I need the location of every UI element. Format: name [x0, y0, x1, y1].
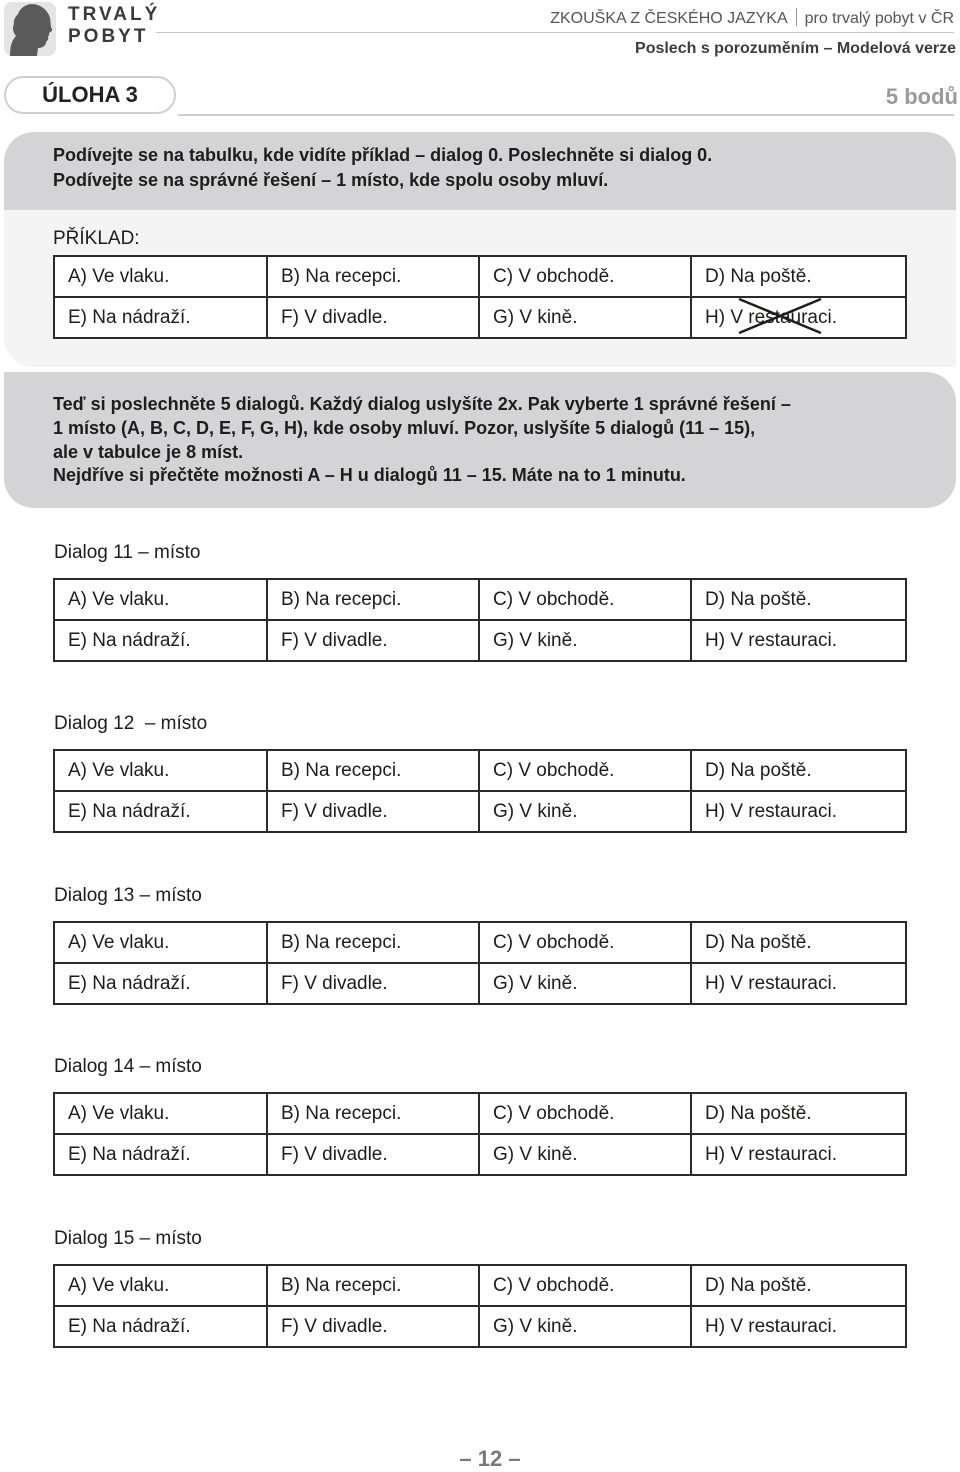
- option-cell[interactable]: A) Ve vlaku.: [54, 579, 267, 620]
- dialog-options-table: [53, 1264, 907, 1348]
- option-cell[interactable]: F) V divadle.: [267, 1306, 479, 1347]
- dialog-label: Dialog 12 – místo: [54, 713, 208, 734]
- option-cell[interactable]: H) V restauraci.: [691, 1306, 906, 1347]
- option-cell[interactable]: H) V restauraci.: [691, 1134, 906, 1175]
- page-number: – 12 –: [459, 1446, 521, 1471]
- logo-line-2: POBYT: [68, 26, 149, 47]
- option-cell: A) Ve vlaku.: [54, 256, 267, 297]
- option-cell[interactable]: A) Ve vlaku.: [54, 1265, 267, 1306]
- instruction-line: Podívejte se na tabulku, kde vidíte příklad – dialog 0. Poslechněte si dialog 0.: [53, 145, 713, 165]
- task-points: 5 bodů: [885, 84, 958, 109]
- option-cell[interactable]: F) V divadle.: [267, 620, 479, 661]
- option-cell[interactable]: E) Na nádraží.: [54, 1306, 267, 1347]
- option-cell-selected: [691, 297, 906, 338]
- option-cell[interactable]: F) V divadle.: [267, 963, 479, 1004]
- option-cell[interactable]: D) Na poště.: [691, 1265, 906, 1306]
- option-cell[interactable]: F) V divadle.: [267, 1134, 479, 1175]
- dialog-options-table: [53, 578, 907, 662]
- dialog-options-table: [53, 749, 907, 833]
- option-cell[interactable]: A) Ve vlaku.: [54, 922, 267, 963]
- section-title: Poslech s porozuměním – Modelová verze: [635, 40, 956, 57]
- task-rule: [178, 114, 954, 116]
- dialog-label: Dialog 14 – místo: [54, 1056, 202, 1077]
- option-cell[interactable]: G) V kině.: [479, 1306, 691, 1347]
- option-cell[interactable]: H) V restauraci.: [691, 620, 906, 661]
- panel-band: [4, 202, 956, 210]
- title-separator: [796, 8, 797, 26]
- header-rule: [156, 32, 954, 33]
- option-cell[interactable]: A) Ve vlaku.: [54, 750, 267, 791]
- option-cell[interactable]: D) Na poště.: [691, 579, 906, 620]
- exam-title-main: ZKOUŠKA Z ČESKÉHO JAZYKA: [550, 10, 788, 27]
- option-cell[interactable]: H) V restauraci.: [691, 963, 906, 1004]
- option-cell[interactable]: D) Na poště.: [691, 922, 906, 963]
- example-label: PŘÍKLAD:: [53, 228, 140, 249]
- head-silhouette-logo-icon: [4, 2, 56, 56]
- option-cell[interactable]: C) V obchodě.: [479, 750, 691, 791]
- option-cell[interactable]: G) V kině.: [479, 1134, 691, 1175]
- example-options-table: [53, 255, 907, 339]
- instruction-line: Teď si poslechněte 5 dialogů. Každý dialog uslyšíte 2x. Pak vyberte 1 správné řešení –: [53, 394, 791, 414]
- dialog-label: Dialog 13 – místo: [54, 885, 202, 906]
- dialog-options-table: [53, 1092, 907, 1176]
- selected-answer: [705, 307, 837, 329]
- option-cell[interactable]: H) V restauraci.: [691, 791, 906, 832]
- option-cell[interactable]: B) Na recepci.: [267, 1093, 479, 1134]
- option-cell: B) Na recepci.: [267, 256, 479, 297]
- instruction-line: Podívejte se na správné řešení – 1 místo, kde spolu osoby mluví.: [53, 170, 609, 190]
- task-label: ÚLOHA 3: [4, 76, 176, 114]
- option-cell[interactable]: C) V obchodě.: [479, 922, 691, 963]
- option-cell: G) V kině.: [479, 297, 691, 338]
- instruction-line: Nejdříve si přečtěte možnosti A – H u dialogů 11 – 15. Máte na to 1 minutu.: [53, 465, 686, 485]
- option-cell: F) V divadle.: [267, 297, 479, 338]
- option-cell[interactable]: E) Na nádraží.: [54, 620, 267, 661]
- option-cell[interactable]: E) Na nádraží.: [54, 963, 267, 1004]
- option-cell[interactable]: D) Na poště.: [691, 750, 906, 791]
- option-cell[interactable]: C) V obchodě.: [479, 579, 691, 620]
- instruction-line: ale v tabulce je 8 míst.: [53, 442, 244, 462]
- option-cell[interactable]: F) V divadle.: [267, 791, 479, 832]
- dialog-options-table: [53, 921, 907, 1005]
- option-cell[interactable]: B) Na recepci.: [267, 579, 479, 620]
- option-cell[interactable]: B) Na recepci.: [267, 750, 479, 791]
- exam-title: [550, 8, 954, 28]
- option-cell[interactable]: G) V kině.: [479, 791, 691, 832]
- cross-mark-icon: [733, 295, 825, 337]
- option-cell: E) Na nádraží.: [54, 297, 267, 338]
- logo-line-1: TRVALÝ: [68, 4, 161, 25]
- dialog-label: Dialog 11 – místo: [54, 542, 201, 563]
- option-cell[interactable]: C) V obchodě.: [479, 1265, 691, 1306]
- dialog-label: Dialog 15 – místo: [54, 1228, 202, 1249]
- exam-title-suffix: pro trvalý pobyt v ČR: [804, 10, 954, 27]
- option-text: H) V restauraci.: [705, 306, 837, 328]
- option-cell[interactable]: E) Na nádraží.: [54, 791, 267, 832]
- option-cell[interactable]: G) V kině.: [479, 620, 691, 661]
- option-cell[interactable]: G) V kině.: [479, 963, 691, 1004]
- option-cell: D) Na poště.: [691, 256, 906, 297]
- option-cell[interactable]: B) Na recepci.: [267, 1265, 479, 1306]
- option-cell[interactable]: E) Na nádraží.: [54, 1134, 267, 1175]
- option-cell[interactable]: A) Ve vlaku.: [54, 1093, 267, 1134]
- option-cell[interactable]: C) V obchodě.: [479, 1093, 691, 1134]
- option-cell: C) V obchodě.: [479, 256, 691, 297]
- logo-wordmark: [68, 4, 160, 48]
- option-cell[interactable]: D) Na poště.: [691, 1093, 906, 1134]
- instruction-line: 1 místo (A, B, C, D, E, F, G, H), kde osoby mluví. Pozor, uslyšíte 5 dialogů (11 – 15),: [53, 418, 756, 438]
- option-cell[interactable]: B) Na recepci.: [267, 922, 479, 963]
